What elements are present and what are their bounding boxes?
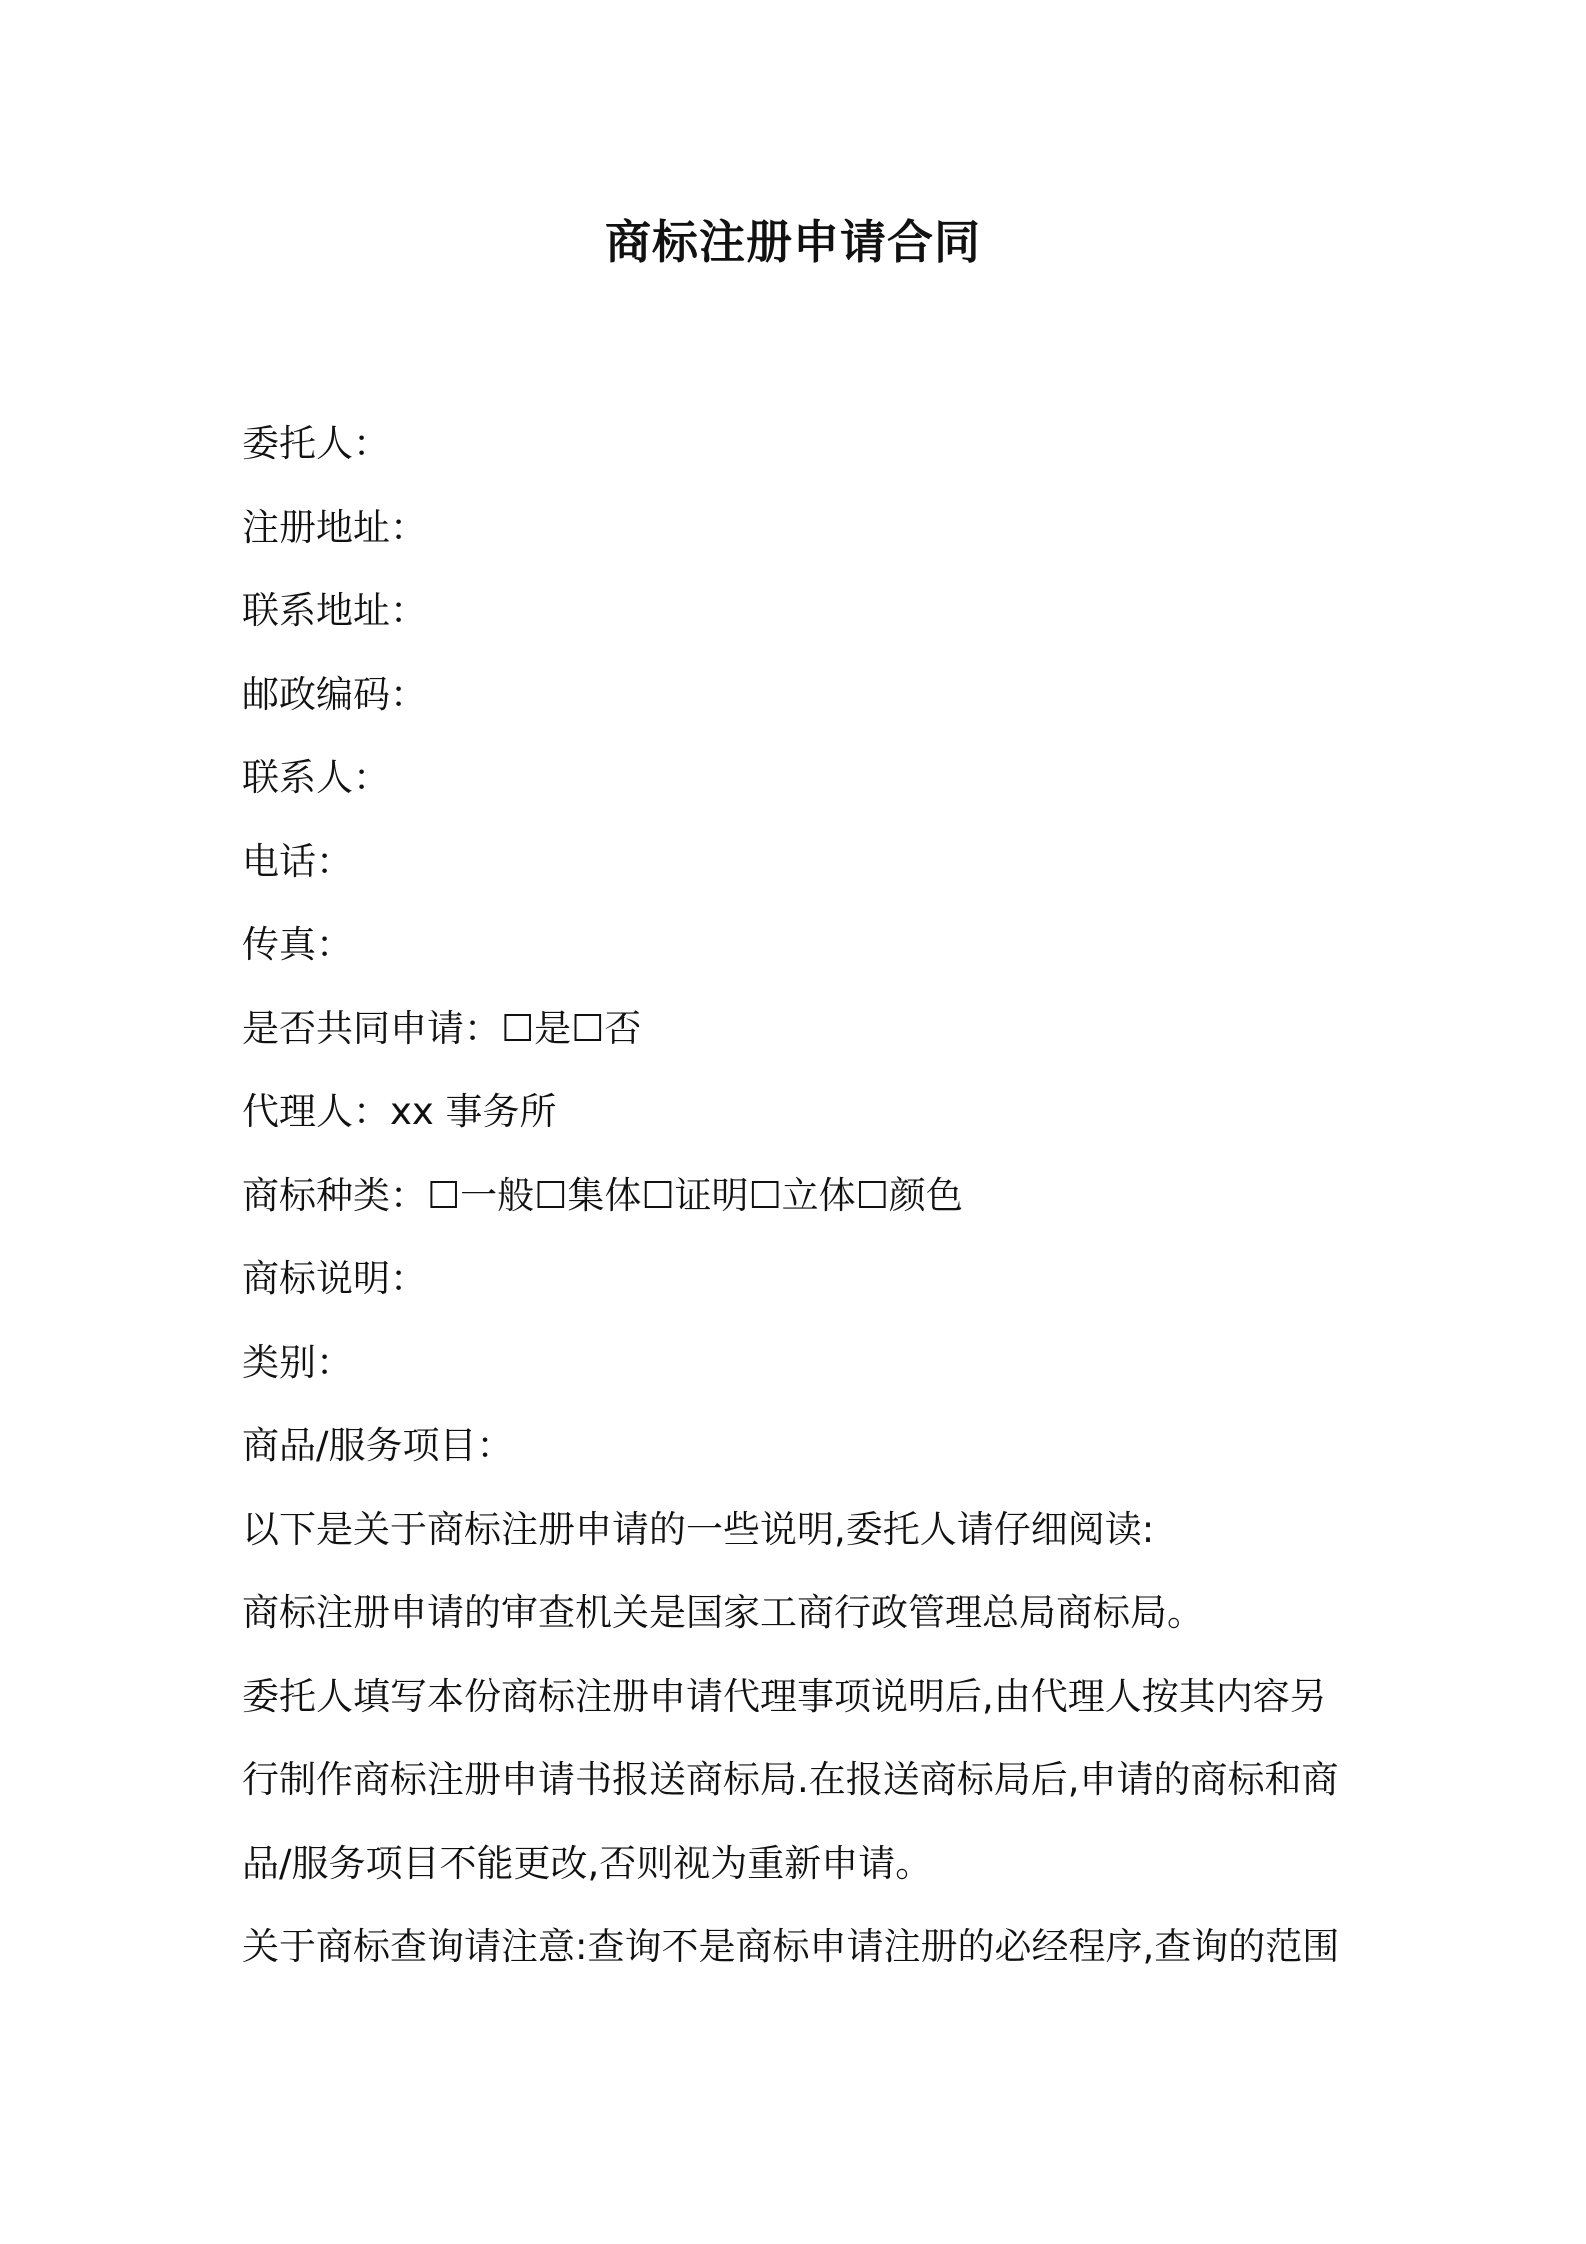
field-joint-application: 是否共同申请：☐是☐否	[242, 1006, 642, 1050]
paragraph-line: 品/服务项目不能更改,否则视为重新申请。	[242, 1841, 933, 1885]
field-postal-code: 邮政编码：	[242, 672, 427, 716]
document-body	[242, 402, 1362, 1989]
field-trademark-description: 商标说明：	[242, 1257, 427, 1300]
paragraph-line: 行制作商标注册申请书报送商标局.在报送商标局后,申请的商标和商	[242, 1758, 1339, 1801]
paragraph-line: 关于商标查询请注意:查询不是商标申请注册的必经程序,查询的范围	[242, 1925, 1340, 1968]
document-title: 商标注册申请合同	[605, 215, 981, 269]
field-trademark-type: 商标种类：☐一般☐集体☐证明☐立体☐颜色	[242, 1173, 963, 1217]
field-contact-address: 联系地址：	[242, 589, 427, 632]
field-agent: 代理人：xx 事务所	[242, 1090, 557, 1133]
field-contact-person: 联系人：	[242, 756, 390, 799]
paragraph-line: 商标注册申请的审查机关是国家工商行政管理总局商标局。	[242, 1591, 1204, 1634]
field-category: 类别：	[242, 1340, 353, 1384]
paragraph-line: 委托人填写本份商标注册申请代理事项说明后,由代理人按其内容另	[242, 1674, 1327, 1718]
field-fax: 传真：	[242, 923, 353, 966]
field-registered-address: 注册地址：	[242, 505, 427, 549]
paragraph-line: 以下是关于商标注册申请的一些说明,委托人请仔细阅读:	[242, 1507, 1155, 1551]
field-goods-services: 商品/服务项目：	[242, 1424, 514, 1467]
field-client: 委托人：	[242, 422, 390, 465]
field-phone: 电话：	[242, 839, 353, 883]
